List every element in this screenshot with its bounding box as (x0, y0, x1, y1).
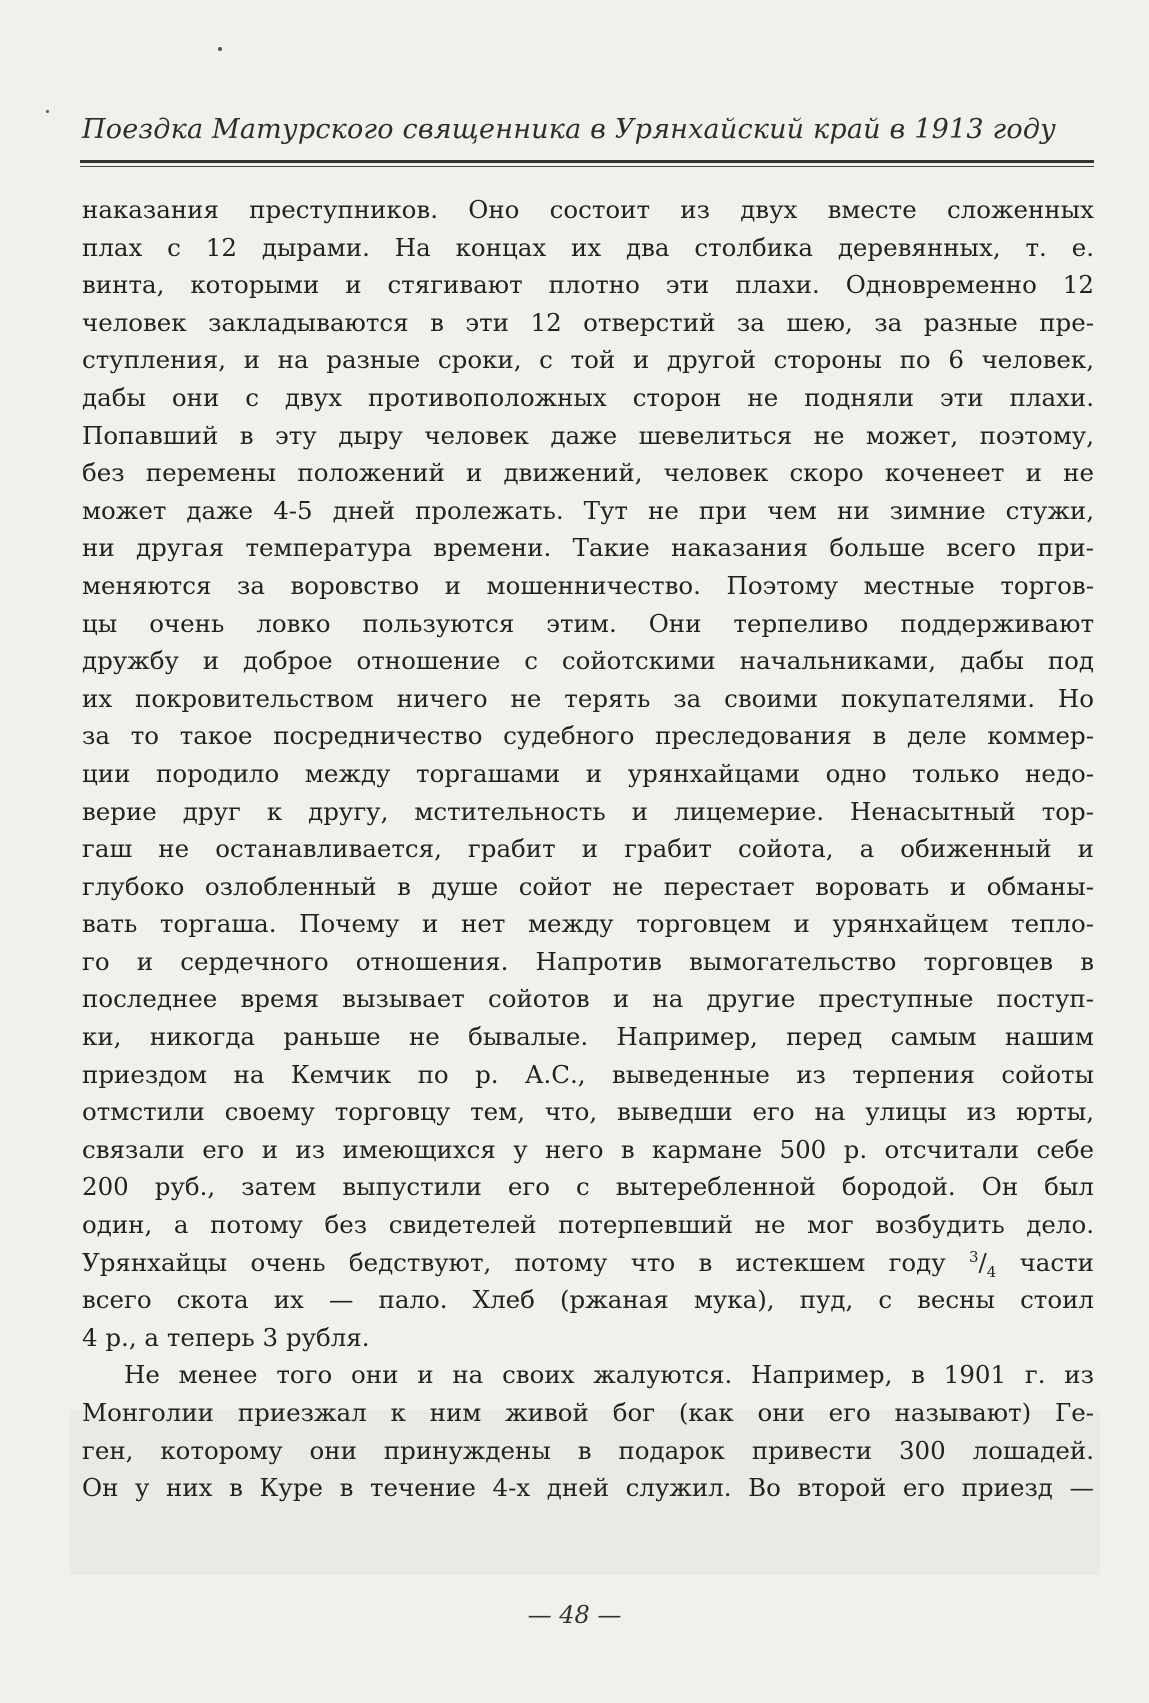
text-line: винта, которыми и стягивают плотно эти плахи. Одновременно 12 (82, 270, 1094, 300)
fraction-slash: / (978, 1247, 987, 1277)
body-text (82, 191, 1094, 1507)
text-line: приездом на Кемчик по р. А.С., выведенные из терпения сойоты (82, 1059, 1094, 1089)
text-line: ки, никогда раньше не бывалые. Например, перед самым нашим (82, 1022, 1094, 1052)
text-line: ген, которому они принуждены в подарок привести 300 лошадей. (82, 1435, 1094, 1465)
text-line: меняются за воровство и мошенничество. Поэтому местные торгов- (82, 570, 1094, 600)
text-line: последнее время вызывает сойотов и на другие преступные поступ- (82, 984, 1094, 1014)
text-line: ни другая температура времени. Такие наказания больше всего при- (82, 533, 1094, 563)
running-header: Поездка Матурского священника в Урянхайский край в 1913 году (82, 114, 1056, 145)
text-line: один, а потому без свидетелей потерпевший не мог возбудить дело. (82, 1210, 1094, 1240)
paragraph (82, 1356, 1094, 1506)
text-line: за то такое посредничество судебного преследования в деле коммер- (82, 721, 1094, 751)
text-line: Монголии приезжал к ним живой бог (как они его называют) Ге- (82, 1398, 1094, 1427)
text-line: цы очень ловко пользуются этим. Они терпеливо поддерживают (82, 608, 1094, 638)
text-line: Он у них в Куре в течение 4-х дней служил. Во второй его приезд — (82, 1473, 1094, 1503)
text-line: дружбу и доброе отношение с сойотскими начальниками, дабы под (82, 646, 1094, 676)
text-line: ции породило между торгашами и урянхайцами одно только недо- (82, 758, 1094, 788)
text-line: наказания преступников. Оно состоит из двух вместе сложенных (82, 195, 1094, 224)
text-line: дабы они с двух противоположных сторон не подняли эти плахи. (82, 382, 1094, 412)
text-line: их покровительством ничего не терять за своими покупателями. Но (82, 683, 1094, 713)
text-line: ступления, и на разные сроки, с той и другой стороны по 6 человек, (82, 345, 1094, 375)
header-rule-thin (80, 166, 1094, 167)
fraction-line-before: Урянхайцы очень бедствуют, потому что в истекшем году (82, 1247, 969, 1277)
fraction-numerator: 3 (968, 1247, 979, 1266)
paragraph (82, 191, 1094, 1356)
text-line: Попавший в эту дыру человек даже шевелиться не может, поэтому, (82, 420, 1094, 450)
text-line: верие друг к другу, мстительность и лицемерие. Ненасытный тор- (82, 796, 1094, 826)
text-line: человек закладываются в эти 12 отверстий за шею, за разные пре- (82, 307, 1094, 337)
text-line: глубоко озлобленный в душе сойот не перестает воровать и обманы- (82, 871, 1094, 901)
text-line: всего скота их — пало. Хлеб (ржаная мука), пуд, с весны стоил (82, 1285, 1094, 1315)
header-rule-thick (80, 160, 1094, 163)
text-line: связали его и из имеющихся у него в кармане 500 р. отсчитали себе (82, 1134, 1094, 1164)
text-line: гаш не останавливается, грабит и грабит сойота, а обиженный и (82, 834, 1094, 864)
fraction-denominator: 4 (986, 1262, 997, 1281)
text-line: 4 р., а теперь 3 рубля. (82, 1322, 370, 1352)
fraction-line-after: части (996, 1247, 1094, 1277)
text-line: 200 руб., затем выпустили его с вытеребленной бородой. Он был (82, 1172, 1094, 1202)
text-line: Не менее того они и на своих жалуются. Например, в 1901 г. из (124, 1360, 1094, 1390)
text-line: отмстили своему торговцу тем, что, выведши его на улицы из юрты, (82, 1097, 1094, 1127)
page-number: — 48 — (527, 1601, 622, 1629)
scan-speck (218, 47, 222, 51)
scan-speck (46, 110, 49, 113)
text-line-with-fraction (82, 1244, 1094, 1282)
text-line: может даже 4-5 дней пролежать. Тут не при чем ни зимние стужи, (82, 495, 1094, 525)
text-line: го и сердечного отношения. Напротив вымогательство торговцев в (82, 946, 1094, 976)
text-line: вать торгаша. Почему и нет между торговцем и урянхайцем тепло- (82, 909, 1094, 939)
text-line: без перемены положений и движений, человек скоро коченеет и не (82, 458, 1094, 488)
text-line: плах с 12 дырами. На концах их два столбика деревянных, т. е. (82, 232, 1094, 262)
